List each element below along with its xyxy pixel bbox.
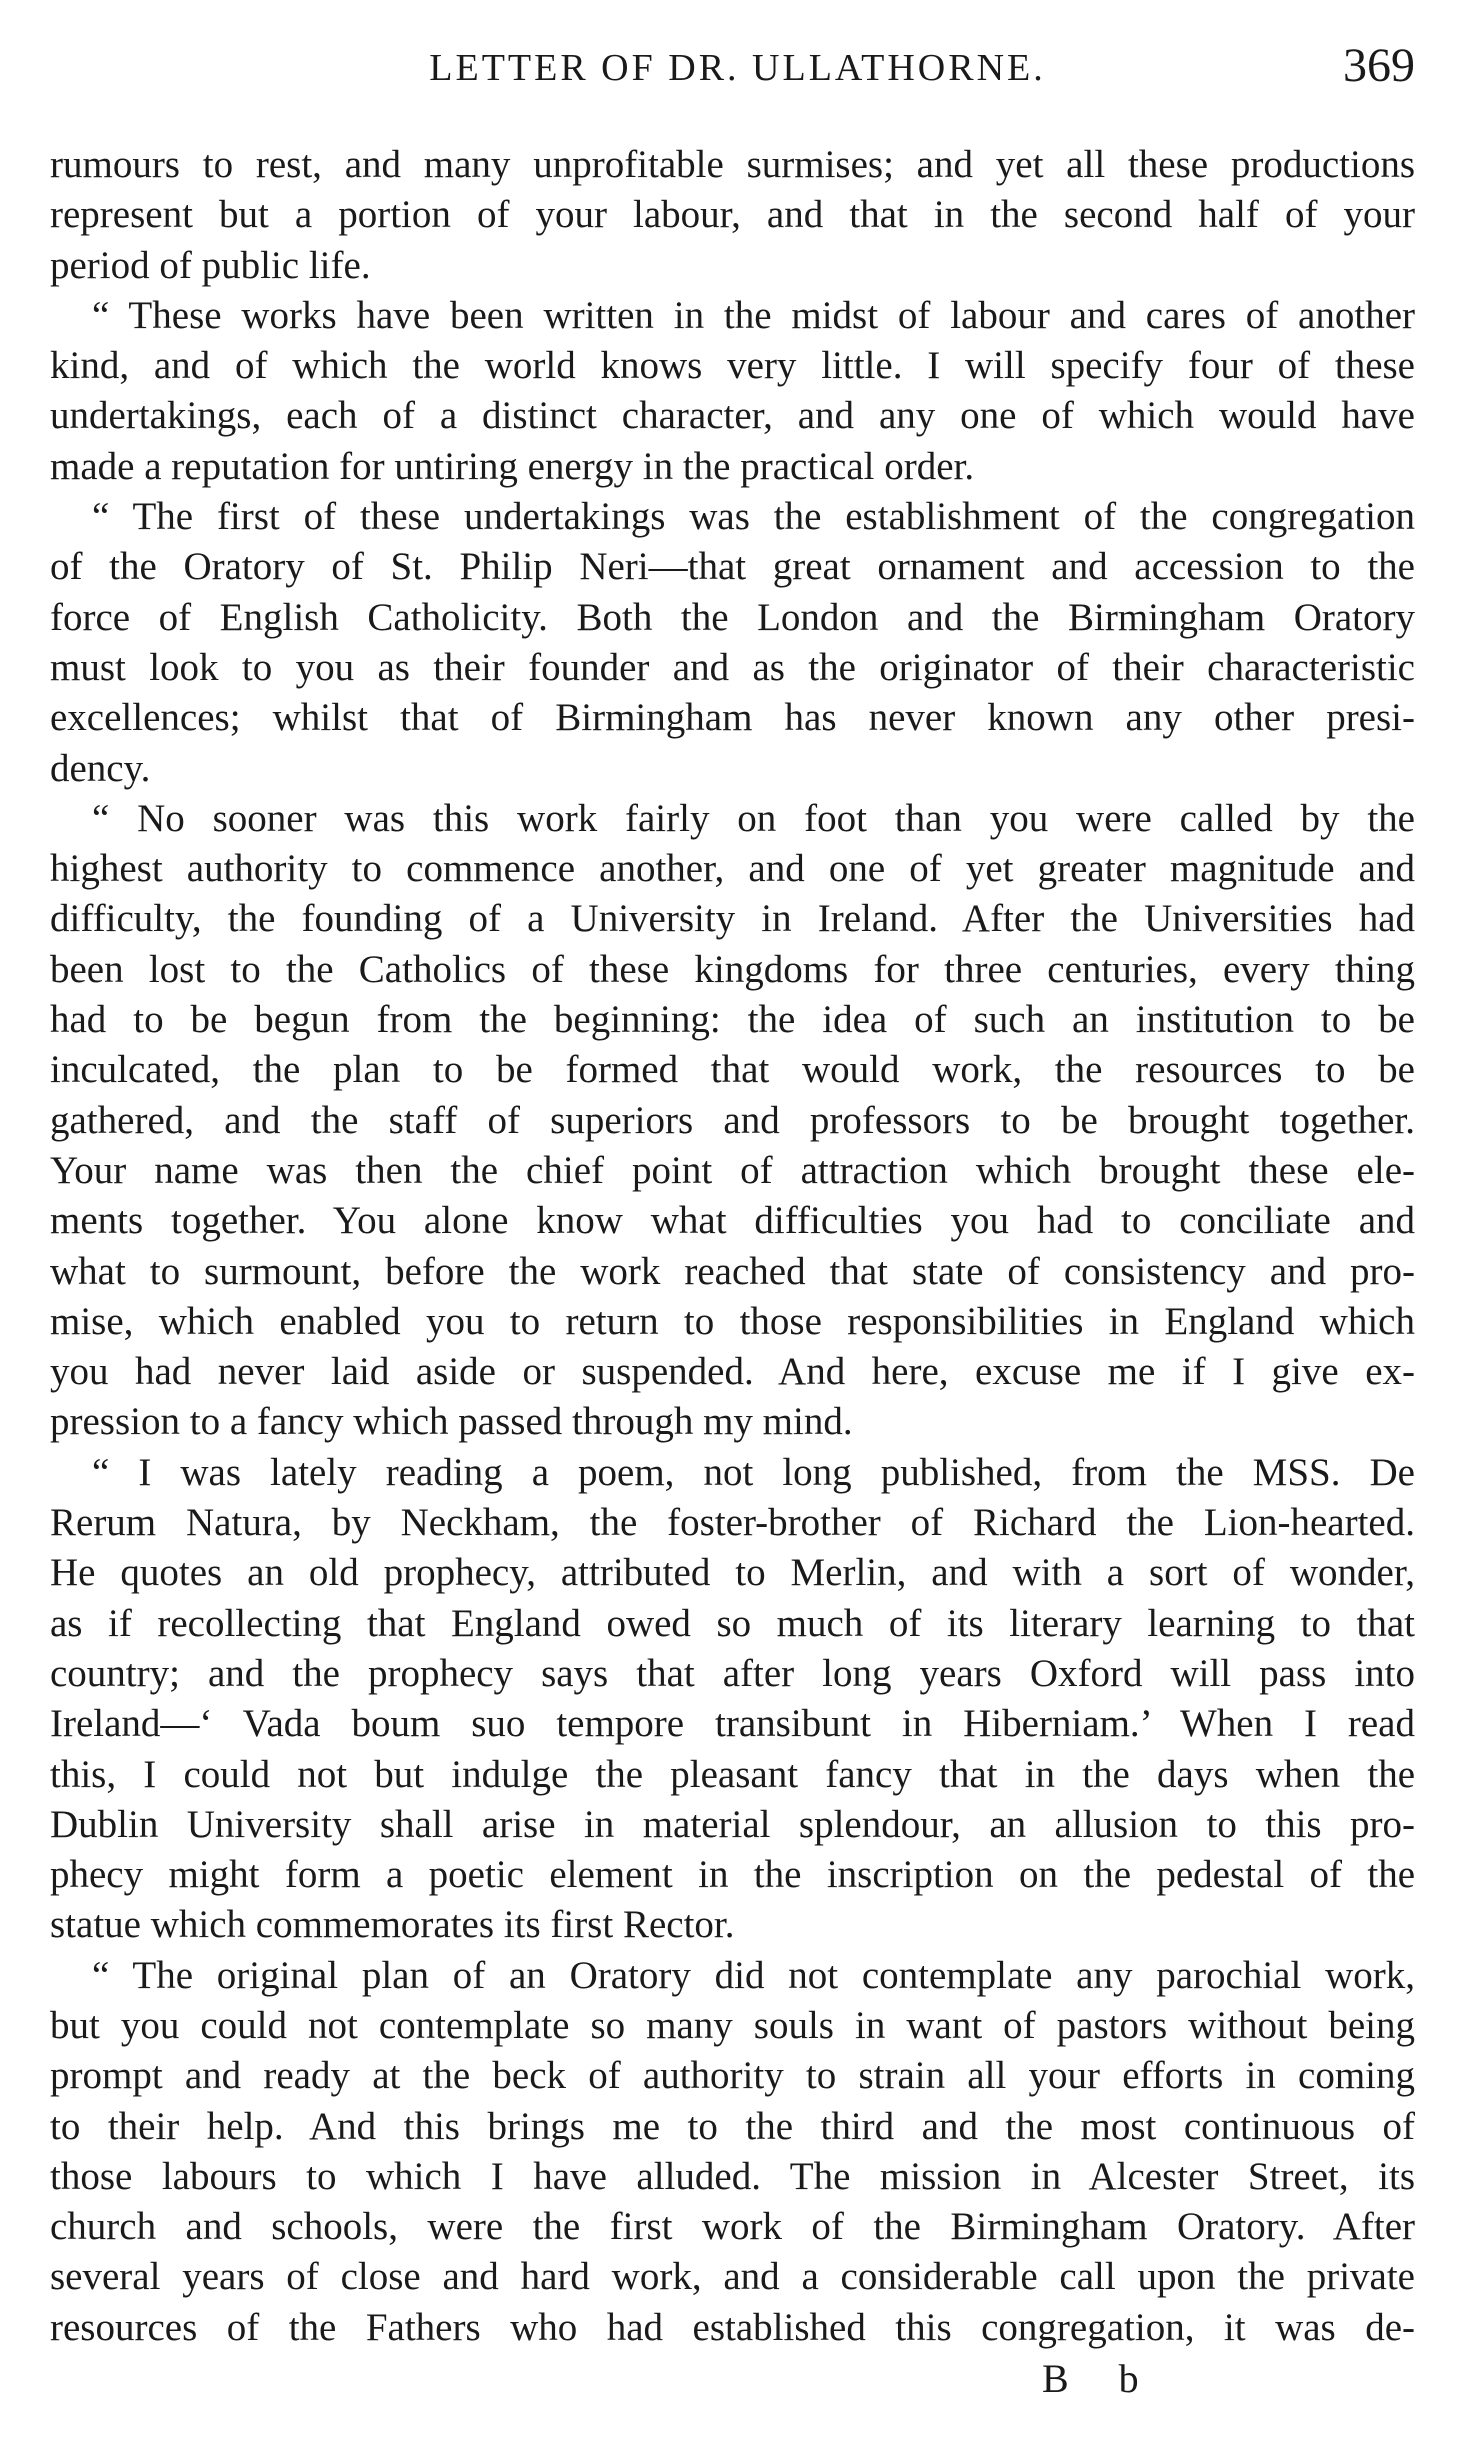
text-line: inculcated, the plan to be formed that would work, the resources to be [50,1048,1415,1092]
text-line: mise, which enabled you to return to those responsibilities in England which [50,1299,1415,1343]
body-text [50,140,1415,2353]
text-line: “ The original plan of an Oratory did not contemplate any parochial work, [92,1953,1415,1997]
text-line: church and schools, were the first work of the Birmingham Oratory. After [50,2205,1415,2249]
text-line: to their help. And this brings me to the third and the most continuous of [50,2104,1415,2148]
text-line: dency. [50,746,151,790]
text-line: pression to a fancy which passed through my mind. [50,1400,853,1444]
text-line: rumours to rest, and many unprofitable surmises; and yet all these productions [50,143,1415,186]
text-line: but you could not contemplate so many souls in want of pastors without being [50,2003,1415,2047]
text-line: must look to you as their founder and as the originator of their characteristic [50,645,1415,689]
running-head: LETTER OF DR. ULLATHORNE. [429,47,1046,89]
text-line: what to surmount, before the work reached that state of consistency and pro- [50,1249,1415,1293]
signature-mark: B b [1042,2356,1159,2401]
text-line: several years of close and hard work, and a considerable call upon the private [50,2255,1415,2299]
text-line: “ I was lately reading a poem, not long published, from the MSS. De [92,1450,1415,1494]
text-line: you had never laid aside or suspended. And here, excuse me if I give ex- [50,1350,1415,1394]
text-line: of the Oratory of St. Philip Neri—that great ornament and accession to the [50,545,1415,589]
text-line: those labours to which I have alluded. The mission in Alcester Street, its [50,2154,1415,2198]
text-line: country; and the prophecy says that after long years Oxford will pass into [50,1651,1415,1695]
page-number: 369 [1343,39,1415,92]
text-line: undertakings, each of a distinct character, and any one of which would have [50,394,1415,438]
text-line: highest authority to commence another, and one of yet greater magnitude and [50,847,1415,891]
text-line: Dublin University shall arise in material splendour, an allusion to this pro- [50,1802,1415,1846]
text-line: difficulty, the founding of a University in Ireland. After the Universities had [50,897,1415,941]
text-line: excellences; whilst that of Birmingham has never known any other presi- [50,696,1415,740]
text-line: kind, and of which the world knows very little. I will specify four of these [50,344,1415,388]
text-line: Rerum Natura, by Neckham, the foster-brother of Richard the Lion-hearted. [50,1501,1415,1545]
text-line: phecy might form a poetic element in the inscription on the pedestal of the [50,1853,1415,1897]
text-line: resources of the Fathers who had established this congregation, it was de- [50,2305,1415,2349]
text-line: force of English Catholicity. Both the London and the Birmingham Oratory [50,595,1415,639]
text-line: statue which commemorates its first Rector. [50,1903,735,1947]
text-line: “ No sooner was this work fairly on foot than you were called by the [92,796,1415,840]
text-line: as if recollecting that England owed so much of its literary learning to that [50,1601,1415,1645]
text-line: had to be begun from the beginning: the idea of such an institution to be [50,998,1415,1042]
page-header [50,38,1415,108]
text-line: represent but a portion of your labour, and that in the second half of your [50,193,1415,237]
text-line: gathered, and the staff of superiors and professors to be brought together. [50,1098,1415,1142]
text-line: this, I could not but indulge the pleasant fancy that in the days when the [50,1752,1415,1796]
text-line: period of public life. [50,243,371,287]
text-line: been lost to the Catholics of these kingdoms for three centuries, every thing [50,947,1415,991]
text-line: made a reputation for untiring energy in the practical order. [50,444,975,488]
text-line: prompt and ready at the beck of authority to strain all your efforts in coming [50,2054,1415,2098]
text-line: Ireland—‘ Vada boum suo tempore transibunt in Hiberniam.’ When I read [50,1702,1415,1746]
text-line: “ These works have been written in the midst of labour and cares of another [92,293,1415,337]
text-line: He quotes an old prophecy, attributed to Merlin, and with a sort of wonder, [50,1551,1415,1595]
text-line: ments together. You alone know what difficulties you had to conciliate and [50,1199,1415,1243]
text-line: Your name was then the chief point of attraction which brought these ele- [50,1148,1415,1192]
text-line: “ The first of these undertakings was the establishment of the congregation [92,495,1415,539]
